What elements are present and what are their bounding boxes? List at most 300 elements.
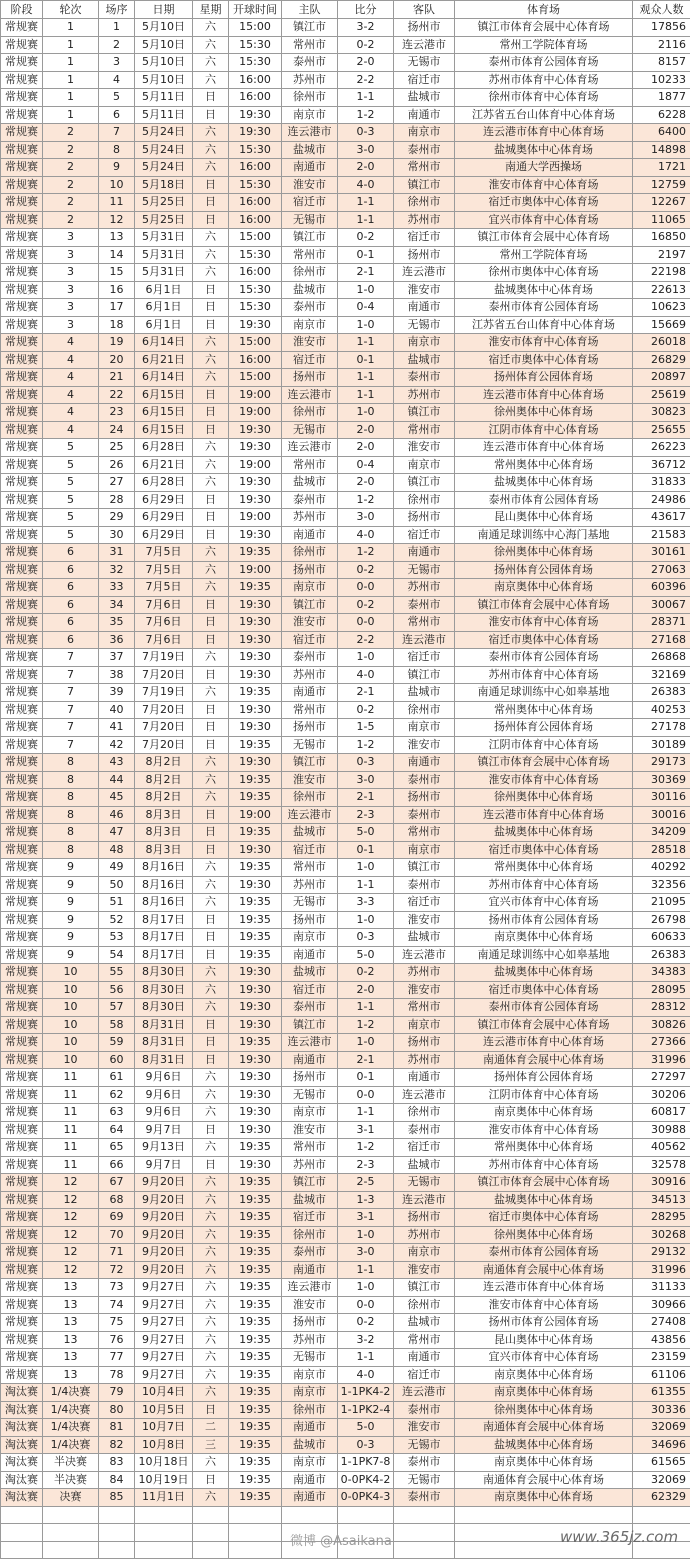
table-cell: 盐城市 — [282, 964, 338, 982]
table-cell: 六 — [193, 474, 229, 492]
table-row — [1, 1104, 690, 1122]
table-row — [1, 54, 690, 72]
table-row — [1, 1121, 690, 1139]
table-cell: 盐城市 — [394, 351, 455, 369]
table-cell: 苏州市 — [282, 71, 338, 89]
table-row — [1, 649, 690, 667]
table-cell: 43 — [99, 754, 135, 772]
table-cell: 7月20日 — [135, 719, 193, 737]
table-cell: 4 — [43, 369, 99, 387]
table-cell: 11 — [43, 1069, 99, 1087]
table-cell: 19:35 — [229, 1209, 282, 1227]
table-cell: 六 — [193, 684, 229, 702]
table-cell: 镇江市 — [282, 596, 338, 614]
table-cell: 南京市 — [394, 1244, 455, 1262]
table-cell: 常规赛 — [1, 1331, 43, 1349]
table-cell: 19:35 — [229, 1314, 282, 1332]
table-cell: 镇江市 — [282, 1174, 338, 1192]
table-cell: 泰州市 — [394, 1454, 455, 1472]
table-cell: 11 — [43, 1139, 99, 1157]
table-cell: 19:35 — [229, 946, 282, 964]
table-cell: 19:30 — [229, 981, 282, 999]
table-cell: 11月1日 — [135, 1489, 193, 1507]
table-cell: 0-3 — [338, 124, 394, 142]
table-cell: 宿迁市 — [282, 841, 338, 859]
table-cell: 50 — [99, 876, 135, 894]
table-cell: 19:30 — [229, 841, 282, 859]
table-row — [1, 351, 690, 369]
table-cell: 53 — [99, 929, 135, 947]
table-cell: 无锡市 — [282, 736, 338, 754]
table-cell: 常规赛 — [1, 281, 43, 299]
table-cell: 常州奥体中心体育场 — [455, 456, 633, 474]
table-cell: 盐城市 — [282, 1436, 338, 1454]
empty-cell — [282, 1506, 338, 1524]
table-cell: 19:35 — [229, 1331, 282, 1349]
empty-cell — [135, 1524, 193, 1542]
table-cell: 常州市 — [282, 859, 338, 877]
table-cell: 26018 — [633, 334, 690, 352]
table-cell: 28 — [99, 491, 135, 509]
table-cell: 21583 — [633, 526, 690, 544]
table-cell: 1/4决赛 — [43, 1401, 99, 1419]
table-cell: 扬州市 — [282, 369, 338, 387]
table-cell: 16:00 — [229, 194, 282, 212]
column-header: 观众人数 — [633, 1, 690, 19]
watermark-site: www.365jz.com — [560, 1528, 678, 1546]
table-cell: 宿迁市奥体中心体育场 — [455, 631, 633, 649]
table-cell: 43617 — [633, 509, 690, 527]
table-cell: 六 — [193, 771, 229, 789]
table-cell: 19:30 — [229, 1086, 282, 1104]
table-cell: 1877 — [633, 89, 690, 107]
table-cell: 6月15日 — [135, 421, 193, 439]
table-cell: 淮安市 — [282, 771, 338, 789]
table-row — [1, 491, 690, 509]
table-cell: 常规赛 — [1, 544, 43, 562]
table-cell: 常规赛 — [1, 649, 43, 667]
table-cell: 19:35 — [229, 1349, 282, 1367]
table-cell: 4 — [43, 421, 99, 439]
table-cell: 8 — [43, 789, 99, 807]
table-cell: 六 — [193, 544, 229, 562]
table-cell: 1-2 — [338, 1139, 394, 1157]
table-row — [1, 1086, 690, 1104]
table-cell: 六 — [193, 1139, 229, 1157]
table-cell: 六 — [193, 1086, 229, 1104]
table-cell: 淮安市 — [394, 911, 455, 929]
table-row — [1, 894, 690, 912]
table-cell: 2 — [99, 36, 135, 54]
table-cell: 常规赛 — [1, 614, 43, 632]
table-cell: 徐州奥体中心体育场 — [455, 404, 633, 422]
table-cell: 3 — [43, 299, 99, 317]
table-cell: 常规赛 — [1, 439, 43, 457]
table-cell: 盐城市 — [282, 1191, 338, 1209]
table-cell: 常规赛 — [1, 1314, 43, 1332]
table-cell: 1 — [43, 106, 99, 124]
table-cell: 6228 — [633, 106, 690, 124]
table-cell: 镇江市 — [394, 176, 455, 194]
table-cell: 日 — [193, 1156, 229, 1174]
table-cell: 77 — [99, 1349, 135, 1367]
table-cell: 20 — [99, 351, 135, 369]
table-cell: 9月7日 — [135, 1156, 193, 1174]
table-cell: 日 — [193, 194, 229, 212]
table-cell: 19:30 — [229, 1121, 282, 1139]
table-cell: 31996 — [633, 1261, 690, 1279]
table-cell: 常规赛 — [1, 841, 43, 859]
table-cell: 连云港市 — [394, 1086, 455, 1104]
table-cell: 6月28日 — [135, 474, 193, 492]
table-cell: 六 — [193, 1314, 229, 1332]
table-cell: 淮安市 — [282, 176, 338, 194]
table-cell: 淘汰赛 — [1, 1489, 43, 1507]
table-cell: 徐州市 — [282, 544, 338, 562]
table-row — [1, 666, 690, 684]
table-cell: 扬州市 — [394, 19, 455, 37]
table-cell: 7 — [43, 719, 99, 737]
table-cell: 8月3日 — [135, 806, 193, 824]
table-row — [1, 614, 690, 632]
table-cell: 2-0 — [338, 421, 394, 439]
table-cell: 常州奥体中心体育场 — [455, 859, 633, 877]
table-cell: 1-1PK4-2 — [338, 1384, 394, 1402]
empty-cell — [394, 1524, 455, 1542]
table-cell: 无锡市 — [282, 894, 338, 912]
table-cell: 泰州市 — [282, 649, 338, 667]
table-cell: 19:35 — [229, 929, 282, 947]
table-cell: 19:35 — [229, 579, 282, 597]
table-cell: 44 — [99, 771, 135, 789]
table-cell: 13 — [99, 229, 135, 247]
table-cell: 8月16日 — [135, 859, 193, 877]
table-cell: 7月20日 — [135, 701, 193, 719]
table-cell: 盐城市 — [394, 1156, 455, 1174]
table-cell: 宿迁市奥体中心体育场 — [455, 981, 633, 999]
table-cell: 25619 — [633, 386, 690, 404]
empty-cell — [338, 1506, 394, 1524]
table-cell: 32 — [99, 561, 135, 579]
table-row — [1, 1454, 690, 1472]
table-cell: 常规赛 — [1, 1261, 43, 1279]
table-cell: 5-0 — [338, 946, 394, 964]
table-cell: 10 — [43, 999, 99, 1017]
table-cell: 扬州市 — [282, 1069, 338, 1087]
table-cell: 苏州市体育中心体育场 — [455, 71, 633, 89]
table-cell: 15:30 — [229, 281, 282, 299]
table-cell: 15:00 — [229, 334, 282, 352]
table-row — [1, 1296, 690, 1314]
table-cell: 5 — [99, 89, 135, 107]
table-cell: 46 — [99, 806, 135, 824]
table-cell: 六 — [193, 246, 229, 264]
table-cell: 32069 — [633, 1419, 690, 1437]
table-cell: 4 — [99, 71, 135, 89]
table-cell: 30268 — [633, 1226, 690, 1244]
table-cell: 10月19日 — [135, 1471, 193, 1489]
table-cell: 扬州市 — [394, 1034, 455, 1052]
table-cell: 常规赛 — [1, 334, 43, 352]
table-cell: 日 — [193, 911, 229, 929]
table-cell: 5月10日 — [135, 71, 193, 89]
table-cell: 0-2 — [338, 1314, 394, 1332]
table-cell: 31 — [99, 544, 135, 562]
table-cell: 0-0PK4-2 — [338, 1471, 394, 1489]
table-cell: 4 — [43, 404, 99, 422]
table-cell: 81 — [99, 1419, 135, 1437]
table-cell: 1-1 — [338, 89, 394, 107]
table-cell: 75 — [99, 1314, 135, 1332]
table-cell: 5月31日 — [135, 264, 193, 282]
table-cell: 0-3 — [338, 754, 394, 772]
table-cell: 日 — [193, 736, 229, 754]
table-cell: 19:30 — [229, 474, 282, 492]
table-cell: 常规赛 — [1, 1156, 43, 1174]
table-cell: 二 — [193, 1419, 229, 1437]
table-cell: 9月20日 — [135, 1191, 193, 1209]
table-cell: 常规赛 — [1, 876, 43, 894]
table-cell: 27297 — [633, 1069, 690, 1087]
table-cell: 淮安市 — [394, 736, 455, 754]
table-cell: 常州市 — [282, 1139, 338, 1157]
table-cell: 27 — [99, 474, 135, 492]
table-cell: 常州奥体中心体育场 — [455, 701, 633, 719]
table-cell: 28095 — [633, 981, 690, 999]
table-cell: 常规赛 — [1, 36, 43, 54]
table-cell: 19 — [99, 334, 135, 352]
table-cell: 5 — [43, 439, 99, 457]
table-cell: 淮安市 — [394, 281, 455, 299]
table-cell: 日 — [193, 1471, 229, 1489]
table-cell: 30823 — [633, 404, 690, 422]
table-cell: 连云港市 — [282, 1279, 338, 1297]
table-cell: 12 — [43, 1261, 99, 1279]
table-cell: 9月27日 — [135, 1279, 193, 1297]
table-cell: 南通市 — [282, 1489, 338, 1507]
table-row — [1, 509, 690, 527]
column-header: 体育场 — [455, 1, 633, 19]
table-cell: 日 — [193, 1051, 229, 1069]
table-cell: 0-2 — [338, 561, 394, 579]
table-row — [1, 1174, 690, 1192]
table-cell: 19:30 — [229, 876, 282, 894]
table-cell: 4 — [43, 386, 99, 404]
table-cell: 连云港市 — [394, 1191, 455, 1209]
table-row — [1, 561, 690, 579]
table-row — [1, 946, 690, 964]
table-cell: 扬州市体育公园体育场 — [455, 911, 633, 929]
table-cell: 1/4决赛 — [43, 1436, 99, 1454]
table-cell: 34696 — [633, 1436, 690, 1454]
table-cell: 宿迁市 — [394, 894, 455, 912]
table-cell: 2-0 — [338, 439, 394, 457]
table-row — [1, 474, 690, 492]
table-cell: 南京市 — [394, 719, 455, 737]
table-cell: 7 — [43, 666, 99, 684]
table-cell: 南京市 — [282, 579, 338, 597]
table-row — [1, 369, 690, 387]
table-cell: 日 — [193, 491, 229, 509]
table-cell: 镇江市 — [394, 1279, 455, 1297]
table-cell: 1 — [99, 19, 135, 37]
table-row — [1, 404, 690, 422]
table-cell: 9月7日 — [135, 1121, 193, 1139]
table-cell: 66 — [99, 1156, 135, 1174]
table-cell: 6 — [43, 579, 99, 597]
table-cell: 6月21日 — [135, 456, 193, 474]
table-cell: 32578 — [633, 1156, 690, 1174]
table-cell: 12 — [99, 211, 135, 229]
table-cell: 19:30 — [229, 999, 282, 1017]
table-cell: 13 — [43, 1366, 99, 1384]
table-cell: 10月5日 — [135, 1401, 193, 1419]
table-row — [1, 124, 690, 142]
table-cell: 常规赛 — [1, 124, 43, 142]
table-cell: 徐州市 — [282, 404, 338, 422]
table-cell: 盐城市 — [282, 824, 338, 842]
table-cell: 9 — [43, 946, 99, 964]
table-cell: 南通足球训练中心如皋基地 — [455, 684, 633, 702]
table-cell: 连云港市 — [394, 1384, 455, 1402]
table-cell: 34 — [99, 596, 135, 614]
table-cell: 南京市 — [282, 316, 338, 334]
table-row — [1, 211, 690, 229]
table-row — [1, 929, 690, 947]
table-cell: 31996 — [633, 1051, 690, 1069]
table-cell: 日 — [193, 631, 229, 649]
table-cell: 六 — [193, 369, 229, 387]
table-cell: 0-0 — [338, 1086, 394, 1104]
table-cell: 7 — [43, 649, 99, 667]
table-cell: 30336 — [633, 1401, 690, 1419]
table-cell: 泰州市 — [282, 54, 338, 72]
table-cell: 连云港市 — [394, 264, 455, 282]
table-cell: 60396 — [633, 579, 690, 597]
column-header: 阶段 — [1, 1, 43, 19]
table-cell: 9月20日 — [135, 1226, 193, 1244]
table-row — [1, 316, 690, 334]
table-cell: 镇江市体育会展中心体育场 — [455, 596, 633, 614]
table-cell: 13 — [43, 1349, 99, 1367]
table-cell: 10 — [43, 964, 99, 982]
table-cell: 19:30 — [229, 701, 282, 719]
table-cell: 南京奥体中心体育场 — [455, 929, 633, 947]
table-cell: 5 — [43, 509, 99, 527]
table-cell: 2-1 — [338, 264, 394, 282]
table-cell: 苏州市 — [394, 211, 455, 229]
table-cell: 常规赛 — [1, 509, 43, 527]
table-cell: 13 — [43, 1314, 99, 1332]
table-row — [1, 281, 690, 299]
table-cell: 徐州奥体中心体育场 — [455, 789, 633, 807]
empty-cell — [135, 1506, 193, 1524]
table-cell: 3 — [43, 316, 99, 334]
table-cell: 2-2 — [338, 71, 394, 89]
table-row — [1, 596, 690, 614]
table-cell: 常规赛 — [1, 246, 43, 264]
empty-cell — [633, 1506, 690, 1524]
table-cell: 常州市 — [394, 614, 455, 632]
table-cell: 19:30 — [229, 631, 282, 649]
table-cell: 8月31日 — [135, 1016, 193, 1034]
table-cell: 泰州市 — [282, 299, 338, 317]
table-cell: 淘汰赛 — [1, 1401, 43, 1419]
table-cell: 六 — [193, 649, 229, 667]
table-cell: 8 — [99, 141, 135, 159]
table-cell: 日 — [193, 841, 229, 859]
table-row — [1, 526, 690, 544]
table-cell: 78 — [99, 1366, 135, 1384]
table-cell: 30189 — [633, 736, 690, 754]
table-row — [1, 1051, 690, 1069]
table-row — [1, 1016, 690, 1034]
table-cell: 日 — [193, 701, 229, 719]
table-cell: 13 — [43, 1296, 99, 1314]
table-cell: 六 — [193, 579, 229, 597]
table-cell: 宿迁市 — [282, 1209, 338, 1227]
table-cell: 2 — [43, 141, 99, 159]
column-header: 场序 — [99, 1, 135, 19]
table-cell: 4 — [43, 334, 99, 352]
table-cell: 六 — [193, 1191, 229, 1209]
table-cell: 8月16日 — [135, 876, 193, 894]
table-cell: 1-1 — [338, 1349, 394, 1367]
table-cell: 19:30 — [229, 719, 282, 737]
table-cell: 扬州市 — [394, 789, 455, 807]
table-cell: 0-0 — [338, 614, 394, 632]
table-cell: 六 — [193, 351, 229, 369]
table-cell: 4-0 — [338, 526, 394, 544]
column-header: 客队 — [394, 1, 455, 19]
table-row — [1, 456, 690, 474]
table-cell: 六 — [193, 229, 229, 247]
table-cell: 40253 — [633, 701, 690, 719]
table-row — [1, 1261, 690, 1279]
table-cell: 徐州市 — [394, 194, 455, 212]
table-row — [1, 1244, 690, 1262]
table-cell: 泰州市 — [394, 596, 455, 614]
table-cell: 六 — [193, 981, 229, 999]
table-cell: 常规赛 — [1, 981, 43, 999]
table-cell: 8月2日 — [135, 789, 193, 807]
table-cell: 9月27日 — [135, 1349, 193, 1367]
table-cell: 36712 — [633, 456, 690, 474]
table-cell: 连云港市体育中心体育场 — [455, 386, 633, 404]
table-row — [1, 1401, 690, 1419]
table-cell: 19:30 — [229, 526, 282, 544]
table-cell: 南通市 — [394, 299, 455, 317]
table-cell: 常规赛 — [1, 89, 43, 107]
table-cell: 1 — [43, 89, 99, 107]
table-cell: 常州市 — [394, 999, 455, 1017]
table-cell: 连云港市 — [394, 631, 455, 649]
table-cell: 镇江市体育会展中心体育场 — [455, 19, 633, 37]
table-cell: 26383 — [633, 946, 690, 964]
table-cell: 南通市 — [282, 946, 338, 964]
table-cell: 六 — [193, 159, 229, 177]
table-cell: 26383 — [633, 684, 690, 702]
table-cell: 2-3 — [338, 806, 394, 824]
watermark-weibo: 微博 @Asaikana — [290, 1530, 392, 1549]
table-cell: 3-0 — [338, 771, 394, 789]
table-cell: 1-1 — [338, 334, 394, 352]
table-cell: 1-2 — [338, 544, 394, 562]
table-cell: 7月19日 — [135, 684, 193, 702]
empty-cell — [193, 1541, 229, 1559]
table-cell: 南通市 — [282, 1419, 338, 1437]
table-cell: 泰州市体育公园体育场 — [455, 54, 633, 72]
